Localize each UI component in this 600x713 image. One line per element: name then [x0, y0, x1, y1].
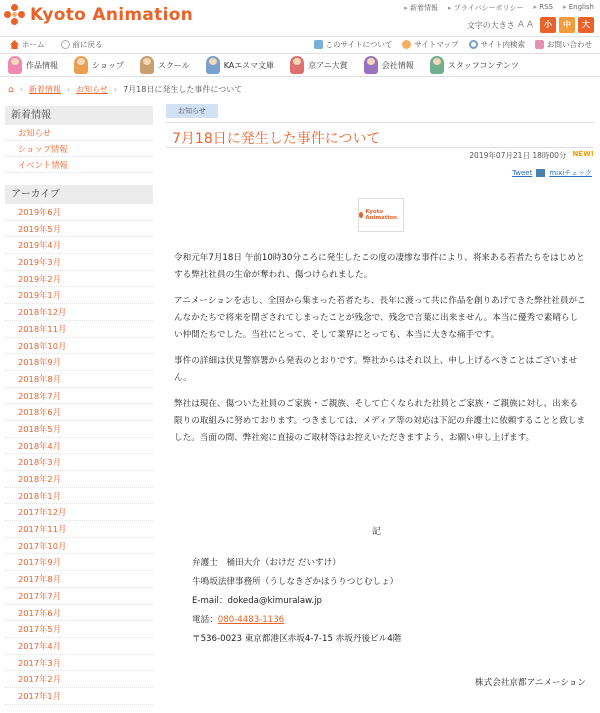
sidebar-archive-item[interactable]: 2017年12月	[5, 504, 153, 521]
article	[166, 104, 594, 688]
ki-heading: 記	[372, 527, 382, 537]
font-size-medium-button[interactable]: 中	[559, 17, 575, 33]
nav-kyoani-award[interactable]	[290, 56, 348, 74]
logo-flower-icon	[4, 4, 26, 26]
sidebar-archive-item[interactable]: 2017年6月	[5, 605, 153, 622]
sidebar-archive-item[interactable]: 2019年2月	[5, 271, 153, 288]
law-firm-name: 牛鳴坂法律事務所（うしなきざかほうりつじむしょ）	[192, 577, 399, 587]
about-site-label: このサイトについて	[325, 40, 393, 49]
tweet-button[interactable]: Tweet	[512, 169, 533, 177]
phone-link[interactable]: 080-4483-1136	[217, 615, 285, 625]
sidebar-archive-item[interactable]: 2017年11月	[5, 521, 153, 538]
sidebar	[5, 106, 153, 705]
nav-ka-esuma[interactable]	[206, 56, 274, 74]
sidebar-archive-item[interactable]: 2017年5月	[5, 621, 153, 638]
sidebar-archive-item[interactable]: 2019年3月	[5, 254, 153, 271]
font-size-control	[467, 17, 594, 33]
header	[0, 0, 600, 36]
article-paragraph: 令和元年7月18日 午前10時30分ころに発生したこの度の凄惨な事件により、将来ある若者たちをはじめとする弊社社員の生命が奪われ、傷つけられました。	[174, 253, 585, 280]
breadcrumb-news[interactable]: 新着情報	[28, 85, 61, 94]
archive-heading: アーカイブ	[5, 185, 153, 204]
sitemap-link[interactable]	[402, 39, 458, 50]
article-title: 7月18日に発生した事件について	[166, 122, 594, 148]
works-character-icon	[8, 56, 22, 74]
mail-icon	[535, 40, 544, 49]
breadcrumb-separator: ›	[113, 85, 118, 94]
lawyer-email: E-mail：dokeda@kimuralaw.jp	[192, 596, 322, 606]
company-signature: 株式会社京都アニメーション	[475, 678, 586, 688]
font-size-icon: A A	[517, 20, 533, 30]
nav-shop-label: ショップ	[92, 60, 124, 70]
font-size-large-button[interactable]: 大	[578, 17, 594, 33]
law-firm-address: 〒536-0023 東京都港区赤坂4-7-15 赤坂丹後ビル4階	[192, 634, 402, 644]
article-date: 2019年07月21日 18時00分	[469, 151, 567, 160]
sidebar-archive-item[interactable]: 2018年8月	[5, 371, 153, 388]
sidebar-archive-item[interactable]: 2018年9月	[5, 354, 153, 371]
article-paragraph: アニメーションを志し、全国から集まった若者たち、長年に渡って共に作品を創りあげてきた弊社社員がこんなかたちで将来を閉ざされてしまったことが残念で、残念で言葉に出来ません。本当に優秀で素晴らしい仲間たちでした。当社にとって、そして業界にとっても、本当に大きな痛手です。	[174, 296, 586, 340]
logo-text: Kyoto Animation	[30, 5, 194, 25]
breadcrumb-current: 7月18日に発生した事件について	[123, 85, 243, 94]
ka-esuma-character-icon	[206, 56, 220, 74]
news-heading: 新着情報	[5, 106, 153, 125]
sidebar-archive-item[interactable]: 2018年11月	[5, 321, 153, 338]
info-icon	[314, 40, 323, 49]
new-badge: NEW!	[572, 150, 594, 158]
school-character-icon	[140, 56, 154, 74]
contact-label: お問い合わせ	[547, 40, 592, 49]
top-link-english[interactable]: ▸ English	[563, 3, 594, 13]
share-row	[512, 168, 592, 178]
phone-label: 電話：	[192, 615, 218, 625]
contact-link[interactable]	[535, 39, 592, 50]
search-icon	[469, 40, 478, 49]
sidebar-archive-item[interactable]: 2017年1月	[5, 688, 153, 705]
top-links	[404, 3, 594, 13]
nav-kyoani-award-label: 京アニ大賞	[308, 60, 348, 70]
article-paragraph: 弊社は現在、傷ついた社員のご家族・ご親族、そして亡くなられた社員とご家族・ご親族に対し、出来る限りの取組みに努めております。つきましては、メディア等の対応は下記の弁護士に依頼することと致しました。当面の間、弊社宛に直接のご取材等はお控えいただきますよう、お願い申し上げます。	[174, 399, 586, 443]
main-nav	[0, 53, 600, 77]
sidebar-item-event-info[interactable]: イベント情報	[5, 157, 153, 173]
sitemap-icon	[402, 40, 411, 49]
sidebar-archive-item[interactable]: 2017年8月	[5, 571, 153, 588]
mixi-check-button[interactable]: mixiチェック	[549, 169, 592, 177]
sidebar-archive-item[interactable]: 2019年6月	[5, 204, 153, 221]
nav-school-label: スクール	[157, 60, 190, 70]
site-search-label: サイト内検索	[480, 40, 525, 49]
logo-flower-icon	[359, 212, 363, 218]
breadcrumb-separator: ›	[19, 85, 23, 94]
back-label: 前に戻る	[72, 40, 103, 49]
sidebar-archive-item[interactable]: 2017年9月	[5, 554, 153, 571]
lawyer-phone-row	[192, 611, 401, 630]
home-link[interactable]	[10, 39, 45, 50]
award-character-icon	[290, 56, 304, 74]
sidebar-archive-item[interactable]: 2019年5月	[5, 221, 153, 238]
archive-list	[5, 204, 153, 705]
sidebar-archive-item[interactable]: 2019年4月	[5, 237, 153, 254]
breadcrumb-separator: ›	[66, 85, 71, 94]
news-category-list	[5, 125, 153, 173]
nav-staff[interactable]	[430, 56, 519, 74]
home-icon[interactable]: ⌂	[8, 84, 14, 95]
sidebar-archive-item[interactable]: 2017年10月	[5, 538, 153, 555]
staff-character-icon	[430, 56, 444, 74]
top-link-news[interactable]: ▸ 新着情報	[404, 3, 438, 13]
nav-works-label: 作品情報	[26, 60, 58, 70]
nav-company[interactable]	[364, 56, 414, 74]
font-size-small-button[interactable]: 小	[540, 17, 556, 33]
nav-staff-label: スタッフコンテンツ	[447, 60, 519, 70]
nav-company-label: 会社情報	[381, 60, 414, 70]
utility-nav	[0, 36, 600, 52]
sidebar-item-shop-info[interactable]: ショップ情報	[5, 141, 153, 157]
home-icon	[10, 40, 19, 49]
article-logo-text: Kyoto Animation	[365, 209, 398, 221]
article-meta	[469, 150, 594, 161]
sidebar-archive-item[interactable]: 2017年3月	[5, 655, 153, 672]
article-paragraph: 事件の詳細は伏見警察署から発表のとおりです。弊社からはそれ以上、申し上げるべきことはございません。	[174, 356, 578, 383]
back-link[interactable]	[61, 39, 103, 50]
sitemap-label: サイトマップ	[414, 40, 459, 49]
breadcrumb-notice[interactable]: お知らせ	[76, 85, 108, 94]
nav-shop[interactable]	[74, 56, 124, 74]
sidebar-archive-item[interactable]: 2017年7月	[5, 588, 153, 605]
mixi-icon	[536, 169, 545, 177]
back-arrow-icon	[61, 40, 70, 49]
sidebar-archive-item[interactable]: 2017年4月	[5, 638, 153, 655]
lawyer-name: 弁護士 桶田大介（おけだ だいすけ）	[192, 558, 341, 568]
category-tag: お知らせ	[166, 104, 218, 118]
home-label: ホーム	[22, 40, 45, 49]
nav-ka-esuma-label: KAエスマ文庫	[223, 60, 275, 70]
breadcrumb	[8, 84, 242, 95]
sidebar-archive-item[interactable]: 2018年5月	[5, 421, 153, 438]
shop-character-icon	[74, 56, 88, 74]
sidebar-archive-item[interactable]: 2018年12月	[5, 304, 153, 321]
site-logo[interactable]	[4, 4, 193, 26]
sidebar-item-notice[interactable]: お知らせ	[5, 125, 153, 141]
font-size-label: 文字の大きさ	[466, 20, 515, 30]
sidebar-archive-item[interactable]: 2018年7月	[5, 388, 153, 405]
top-link-privacy[interactable]: ▸ プライバシーポリシー	[448, 3, 523, 13]
sidebar-archive-item[interactable]: 2018年6月	[5, 404, 153, 421]
about-site-link[interactable]	[314, 39, 393, 50]
nav-school[interactable]	[140, 56, 190, 74]
top-link-rss[interactable]: ▸ RSS	[533, 3, 553, 13]
site-search-link[interactable]	[469, 39, 525, 50]
nav-works[interactable]	[8, 56, 58, 74]
sidebar-archive-item[interactable]: 2019年1月	[5, 287, 153, 304]
sidebar-archive-item[interactable]: 2018年2月	[5, 471, 153, 488]
sidebar-archive-item[interactable]: 2018年3月	[5, 454, 153, 471]
sidebar-archive-item[interactable]: 2018年4月	[5, 438, 153, 455]
contact-block	[192, 554, 401, 649]
sidebar-archive-item[interactable]: 2018年10月	[5, 338, 153, 355]
sidebar-archive-item[interactable]: 2018年1月	[5, 488, 153, 505]
sidebar-archive-item[interactable]: 2017年2月	[5, 671, 153, 688]
company-character-icon	[364, 56, 378, 74]
article-logo-image	[358, 198, 404, 232]
article-body	[174, 250, 586, 456]
